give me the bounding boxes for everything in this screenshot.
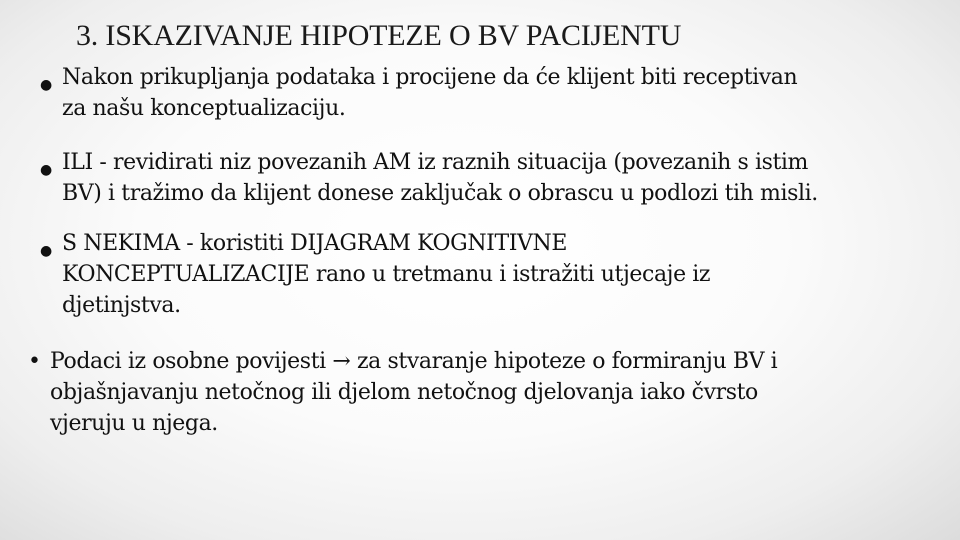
bullet-dot-icon: ● <box>40 162 52 178</box>
bullet-text: Nakon prikupljanja podataka i procijene da će klijent biti receptivan za našu konceptualizaciju. <box>62 65 798 121</box>
bullet-text: Podaci iz osobne povijesti → za stvaranje hipoteze o formiranju BV i objašnjavanju netočnog ili djelom netočnog djelovanja iako čvrsto vjeruju u njega. <box>50 349 778 436</box>
bullet-item <box>40 228 710 321</box>
bullet-dot-icon: ● <box>40 243 52 259</box>
bullet-text: ILI - revidirati niz povezanih AM iz raznih situacija (povezanih s istim BV) i tražimo da klijent donese zaključak o obrascu u podlozi tih misli. <box>62 150 818 206</box>
bullet-text: S NEKIMA - koristiti DIJAGRAM KOGNITIVNE KONCEPTUALIZACIJE rano u tretmanu i istražiti utjecaje iz djetinjstva. <box>62 231 711 318</box>
bullet-item <box>40 62 797 124</box>
bullet-item <box>28 346 777 439</box>
bullet-dot-icon: • <box>28 349 41 374</box>
slide-title: 3. ISKAZIVANJE HIPOTEZE O BV PACIJENTU <box>76 19 682 52</box>
bullet-dot-icon: ● <box>40 77 52 93</box>
bullet-item <box>40 147 818 209</box>
